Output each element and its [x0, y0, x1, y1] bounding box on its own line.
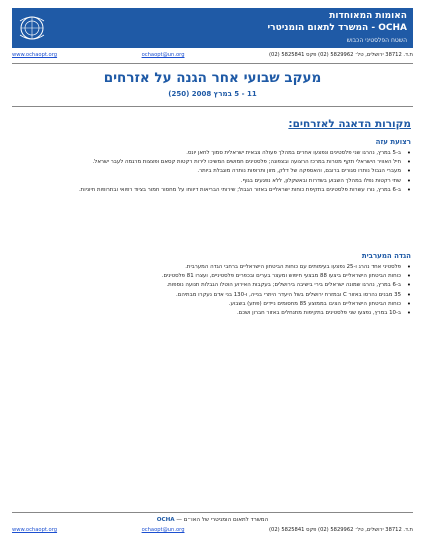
list-item: • 35 מבנים נהרסו באזור C ובמזרח ירושלים בשל היעדר היתרי בנייה, ו-130 בני אדם נעקרו מבתיהם. — [19, 292, 411, 299]
divider — [12, 512, 413, 513]
list-item: • ב-10 במרץ, נפצעו שני פלסטינים בתקיפות מתנחלים באזור חברון ושכם. — [19, 310, 411, 317]
header-email-link[interactable]: ochaopt@un.org — [141, 52, 185, 58]
list-item: • ב-5 במרץ, נהרגו שני פלסטינים ונפצעו אחרים במהלך פעולה צבאית ישראלית סמוך לחאן יונס. — [19, 150, 411, 157]
footer-contact — [12, 527, 413, 536]
header-banner — [12, 8, 413, 48]
footer-label: המשרד לתאום הומניטרי של האו״ם — [183, 517, 269, 523]
un-emblem-icon — [12, 8, 52, 48]
section-heading: מקורות הדאגה לאזרחים: — [288, 118, 411, 130]
header-contact — [12, 52, 413, 61]
gaza-list — [19, 150, 411, 196]
list-item: • כוחות הביטחון הישראליים הציבו בממוצע 85 מחסומים ניידים (פתע) בשבוע. — [19, 301, 411, 308]
footer-org-acronym: OCHA — [156, 517, 175, 523]
footer-web-link[interactable]: www.ochaopt.org — [12, 527, 58, 533]
org-name-line1: האומות המאוחדות — [329, 11, 407, 21]
divider — [12, 63, 413, 64]
list-item: • פלסטיני אחד נהרג ו-25 נפצעו בעימותים עם כוחות הביטחון הישראליים ברחבי הגדה המערבית. — [19, 264, 411, 271]
org-name-line3: השטח הפלסטיני הכבוש — [346, 37, 407, 44]
list-item: • מעברי הגבול נותרו סגורים ברובם, והאספקה של דלק, מזון ותרופות נותרה מוגבלת ביותר. — [19, 168, 411, 175]
list-item: • שתי רקטות נפלו במהלך השבוע בשדרות ובאשקלון, ללא נפגעים בגוף. — [19, 178, 411, 185]
footer-org: המשרד לתאום הומניטרי של האו״ם — OCHA — [156, 517, 269, 523]
header-phone: ת.ד. 38712 ירושלים, טל׳ 5829962 (02) פקס 5825841 (02) — [269, 52, 413, 58]
page-subtitle: 11 - 5 במרץ 2008 (250) — [168, 90, 257, 98]
list-item: • ב-6 במרץ, נורו עשרות פלסטינים בתקיפת כוחות ישראליים באזור הגבול; שירותי הבריאות דיווחו על מחסור חמור בציוד רפואי ובתרופות חיוניות. — [19, 187, 411, 194]
footer-phone: ת.ד. 38712 ירושלים, טל׳ 5829962 (02) פקס 5825841 (02) — [269, 527, 413, 533]
subheading-gaza: רצועת עזה — [375, 138, 411, 146]
header-web-link[interactable]: www.ochaopt.org — [12, 52, 58, 58]
west-bank-list — [19, 264, 411, 319]
divider — [12, 106, 413, 107]
list-item: • ב-6 במרץ, נהרגו שמונה ישראלים בירי בישיבה בירושלים; בעקבות האירוע הוטלו הגבלות תנועה נוספות. — [19, 282, 411, 289]
subheading-west-bank: הגדה המערבית — [361, 252, 411, 260]
list-item: • כוחות הביטחון הישראליים ביצעו 88 מבצעי חיפוש ומעצר בערים ובכפרים פלסטיניים, ועצרו 81 פלסטינים. — [19, 273, 411, 280]
list-item: • חיל האוויר הישראלי תקף מטרות במרכז הרצועה ובצפונה; פלסטינים חמושים המשיכו לירות רקטות קסאם ופצצות מרגמה לעבר ישראל. — [19, 159, 411, 166]
page-title: מעקב שבועי אחר הגנה על אזרחים — [103, 70, 322, 86]
footer-email-link[interactable]: ochaopt@un.org — [141, 527, 185, 533]
org-name-line2: OCHA - המשרד לתאום הומניטרי — [267, 23, 407, 33]
